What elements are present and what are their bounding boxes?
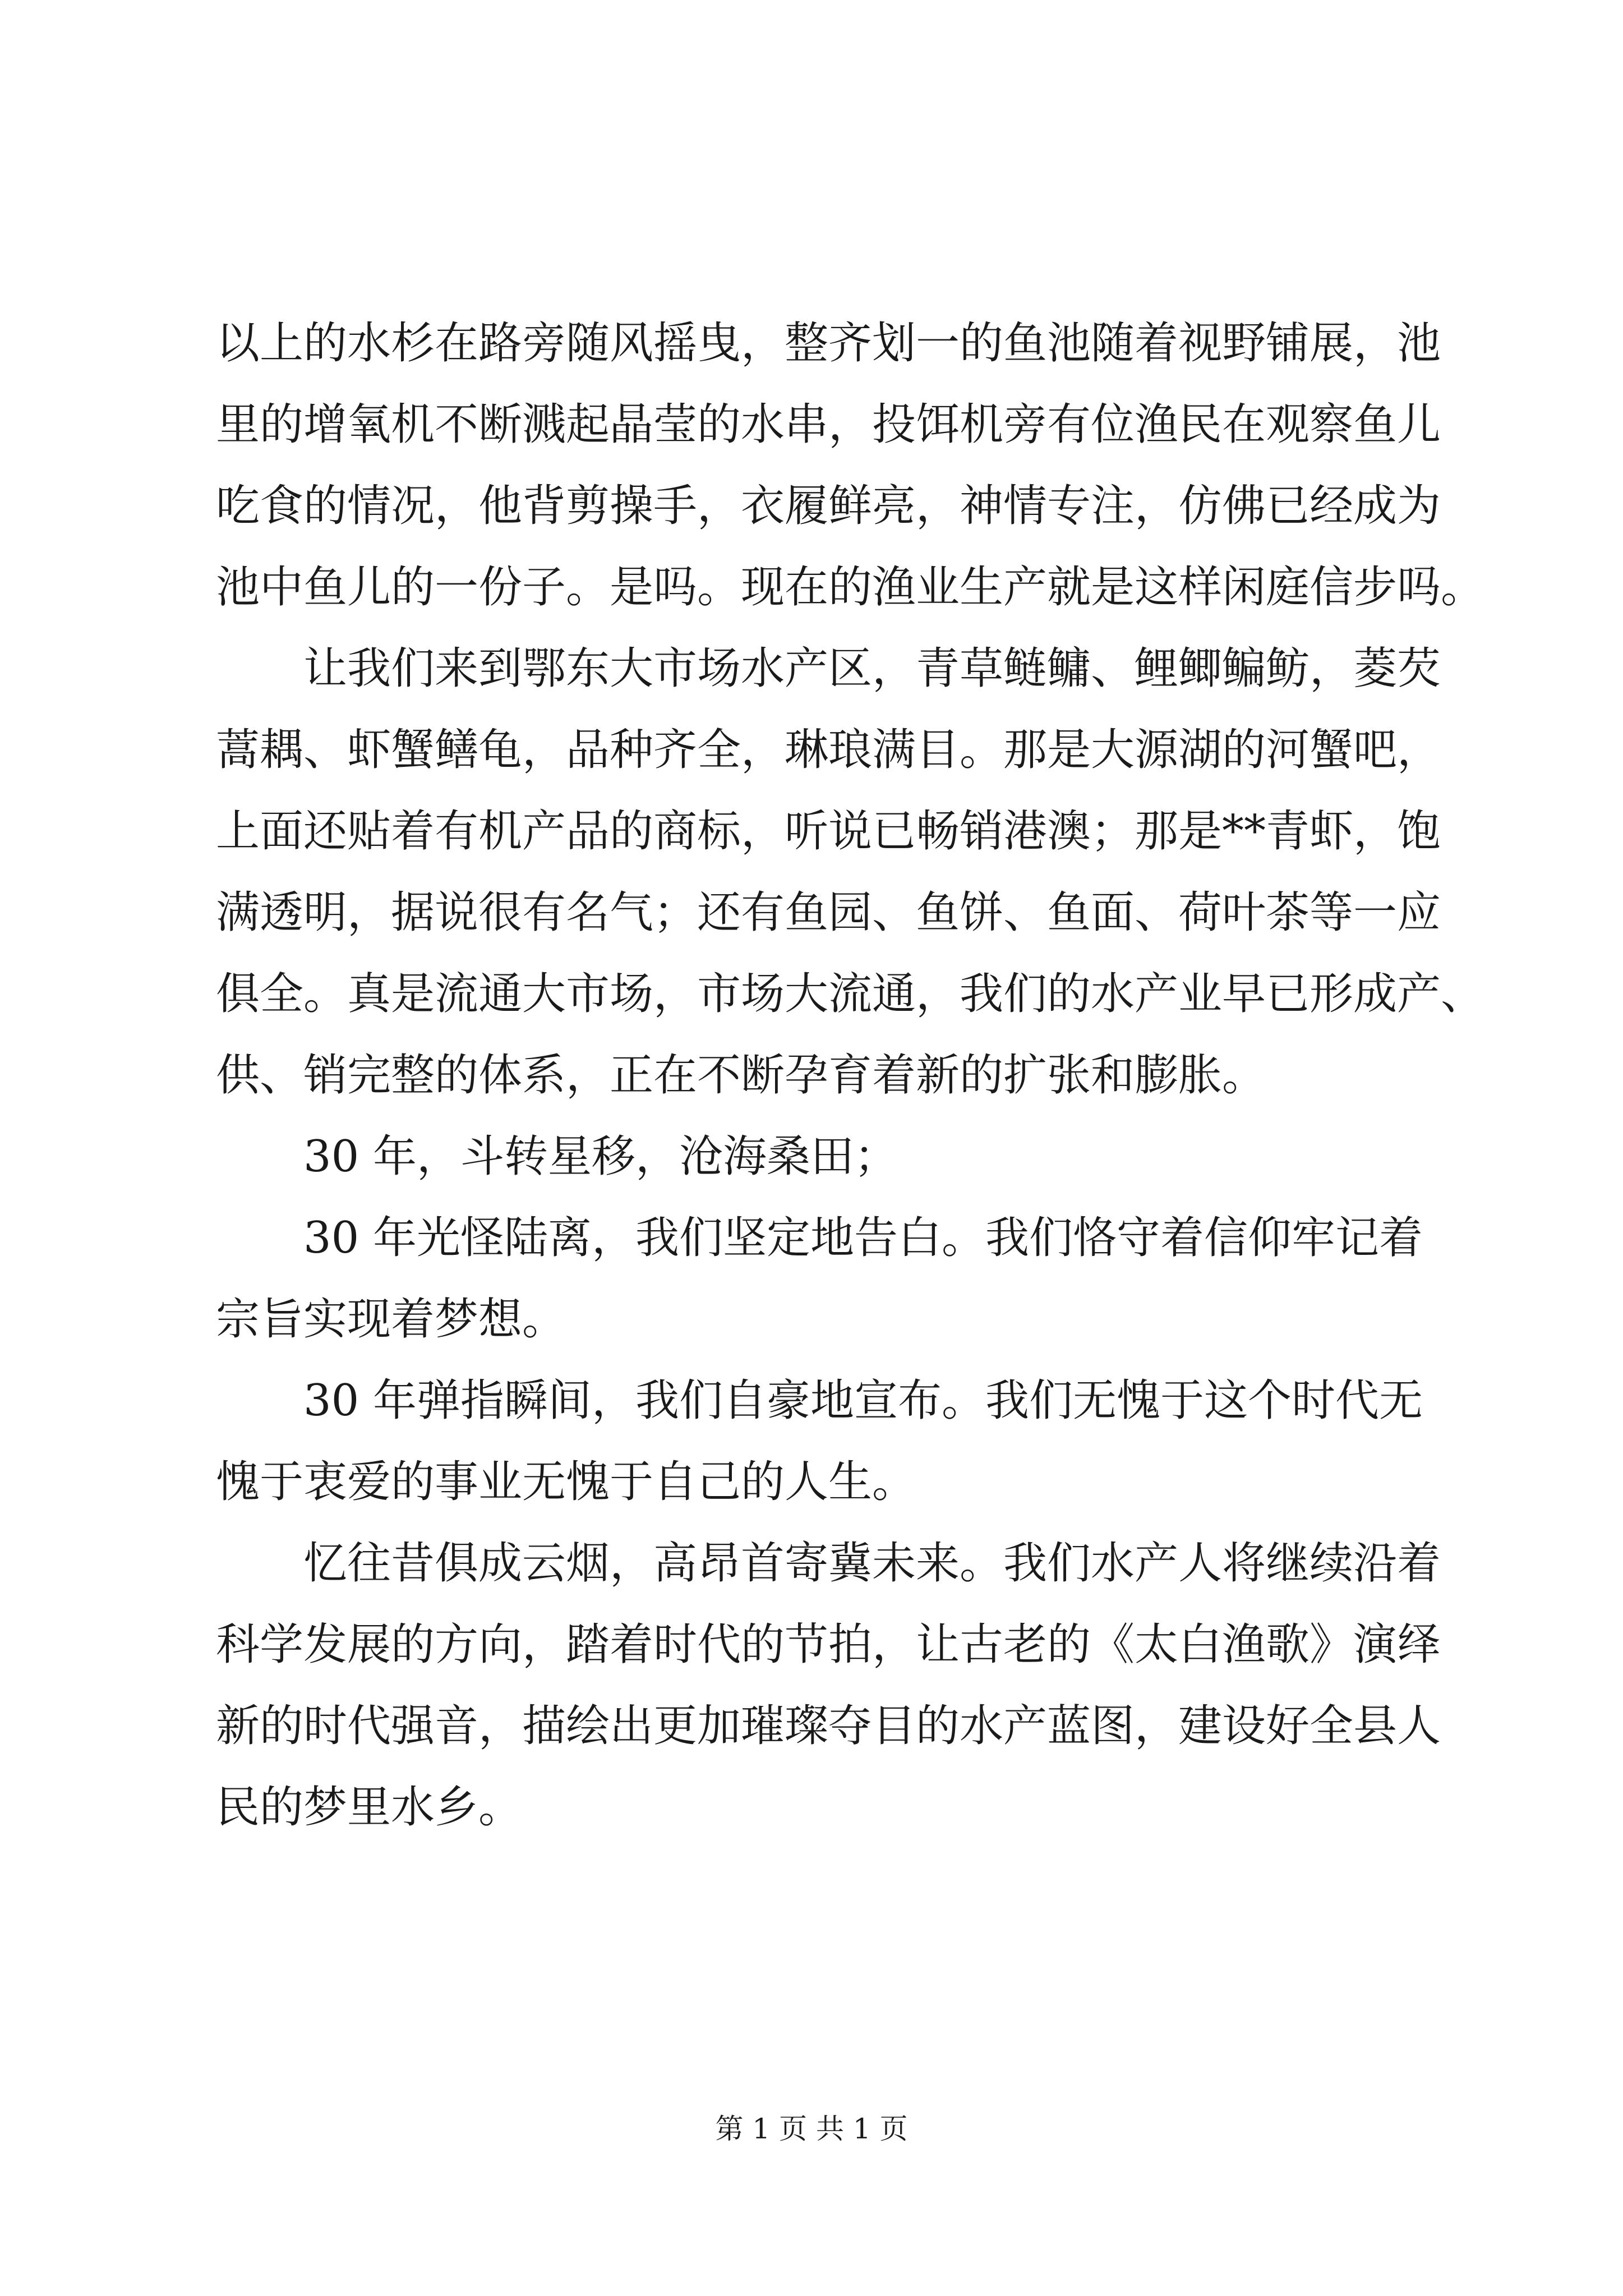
paragraph-2 [216,628,1485,1116]
text-line: 里的增氧机不断溅起晶莹的水串，投饵机旁有位渔民在观察鱼儿 [216,399,1441,450]
text-line: 吃食的情况，他背剪操手，衣履鲜亮，神情专注，仿佛已经成为 [216,481,1441,531]
text-line: 蒿耦、虾蟹鳝龟，品种齐全，琳琅满目。那是大源湖的河蟹吧， [216,725,1441,775]
text-line: 俱全。真是流通大市场，市场大流通，我们的水产业早已形成产、 [216,969,1485,1019]
text-line: 科学发展的方向，踏着时代的节拍，让古老的《太白渔歌》演绎 [216,1619,1441,1670]
text-line: 民的梦里水乡。 [216,1782,523,1833]
paragraph-1 [216,303,1485,628]
text-line: 让我们来到鄂东大市场水产区，青草鲢鳙、鲤鲫鳊鲂，菱芡 [216,643,1441,694]
text-line: 30 年，斗转星移，沧海桑田； [216,1131,898,1182]
paragraph-6 [216,1523,1441,1848]
paragraph-3 [216,1116,1416,1198]
text-line: 忆往昔俱成云烟，高昂首寄冀未来。我们水产人将继续沿着 [216,1538,1441,1589]
document-body [216,303,1485,1848]
text-line: 愧于衷爱的事业无愧于自己的人生。 [216,1457,916,1507]
text-line: 池中鱼儿的一份子。是吗。现在的渔业生产就是这样闲庭信步吗。 [216,562,1485,613]
text-line: 宗旨实现着梦想。 [216,1294,566,1345]
paragraph-5 [216,1360,1423,1523]
text-line: 30 年弹指瞬间，我们自豪地宣布。我们无愧于这个时代无 [216,1375,1423,1426]
text-line: 新的时代强音，描绘出更加璀璨夺目的水产蓝图，建设好全县人 [216,1701,1441,1751]
text-line: 满透明，据说很有名气；还有鱼园、鱼饼、鱼面、荷叶茶等一应 [216,887,1441,938]
page-number-footer: 第 1 页 共 1 页 [715,2113,908,2145]
text-line: 上面还贴着有机产品的商标，听说已畅销港澳；那是**青虾，饱 [216,806,1441,857]
text-line: 30 年光怪陆离，我们坚定地告白。我们恪守着信仰牢记着 [216,1213,1423,1263]
text-line: 供、销完整的体系，正在不断孕育着新的扩张和膨胀。 [216,1050,1266,1101]
text-line: 以上的水杉在路旁随风摇曳，整齐划一的鱼池随着视野铺展，池 [216,318,1441,369]
paragraph-4 [216,1198,1423,1360]
